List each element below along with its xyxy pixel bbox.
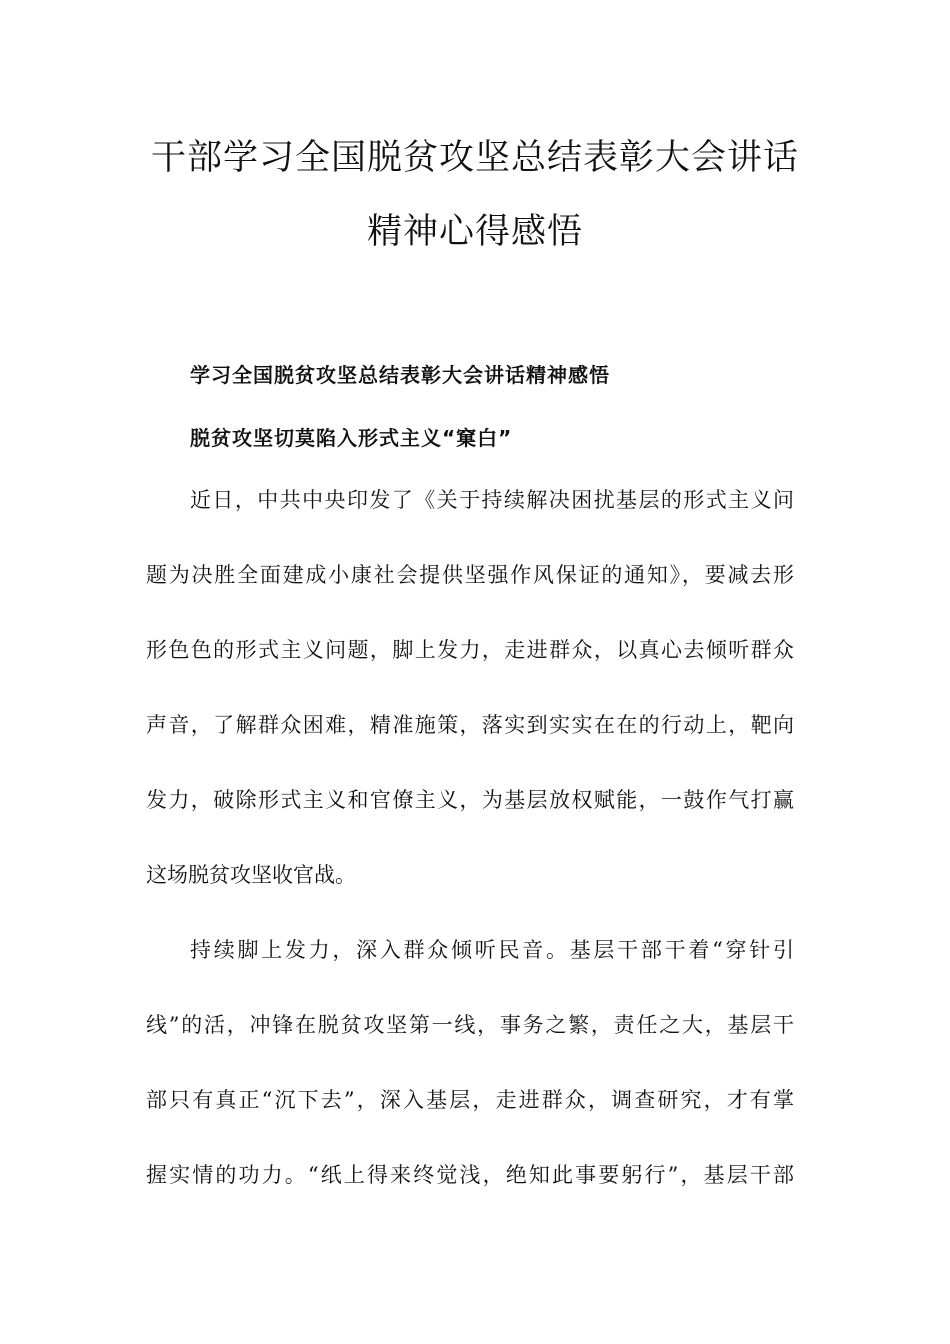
document-title-line-1: 干部学习全国脱贫攻坚总结表彰大会讲话 <box>150 138 799 178</box>
paragraph-1-line-6: 这场脱贫攻坚收官战。 <box>146 863 356 887</box>
paragraph-2-line-2: 线”的活，冲锋在脱贫攻坚第一线，事务之繁，责任之大，基层干 <box>146 1013 794 1037</box>
document-title-line-2: 精神心得感悟 <box>366 212 583 252</box>
section-heading-1: 学习全国脱贫攻坚总结表彰大会讲话精神感悟 <box>190 363 610 387</box>
paragraph-1-line-3: 形色色的形式主义问题，脚上发力，走进群众，以真心去倾听群众 <box>146 638 794 662</box>
paragraph-1-line-1: 近日，中共中央印发了《关于持续解决困扰基层的形式主义问 <box>190 488 794 512</box>
paragraph-1-line-2: 题为决胜全面建成小康社会提供坚强作风保证的通知》，要减去形 <box>146 563 794 587</box>
paragraph-2-line-4: 握实情的功力。“纸上得来终觉浅，绝知此事要躬行”，基层干部 <box>146 1163 794 1187</box>
paragraph-1-line-4: 声音，了解群众困难，精准施策，落实到实实在在的行动上，靶向 <box>146 713 794 737</box>
section-heading-2: 脱贫攻坚切莫陷入形式主义“窠白” <box>190 426 513 450</box>
paragraph-2-line-1: 持续脚上发力，深入群众倾听民音。基层干部干着“穿针引 <box>190 938 794 962</box>
paragraph-2-line-3: 部只有真正“沉下去”，深入基层，走进群众，调查研究，才有掌 <box>146 1088 794 1112</box>
paragraph-1-line-5: 发力，破除形式主义和官僚主义，为基层放权赋能，一鼓作气打赢 <box>146 788 794 812</box>
